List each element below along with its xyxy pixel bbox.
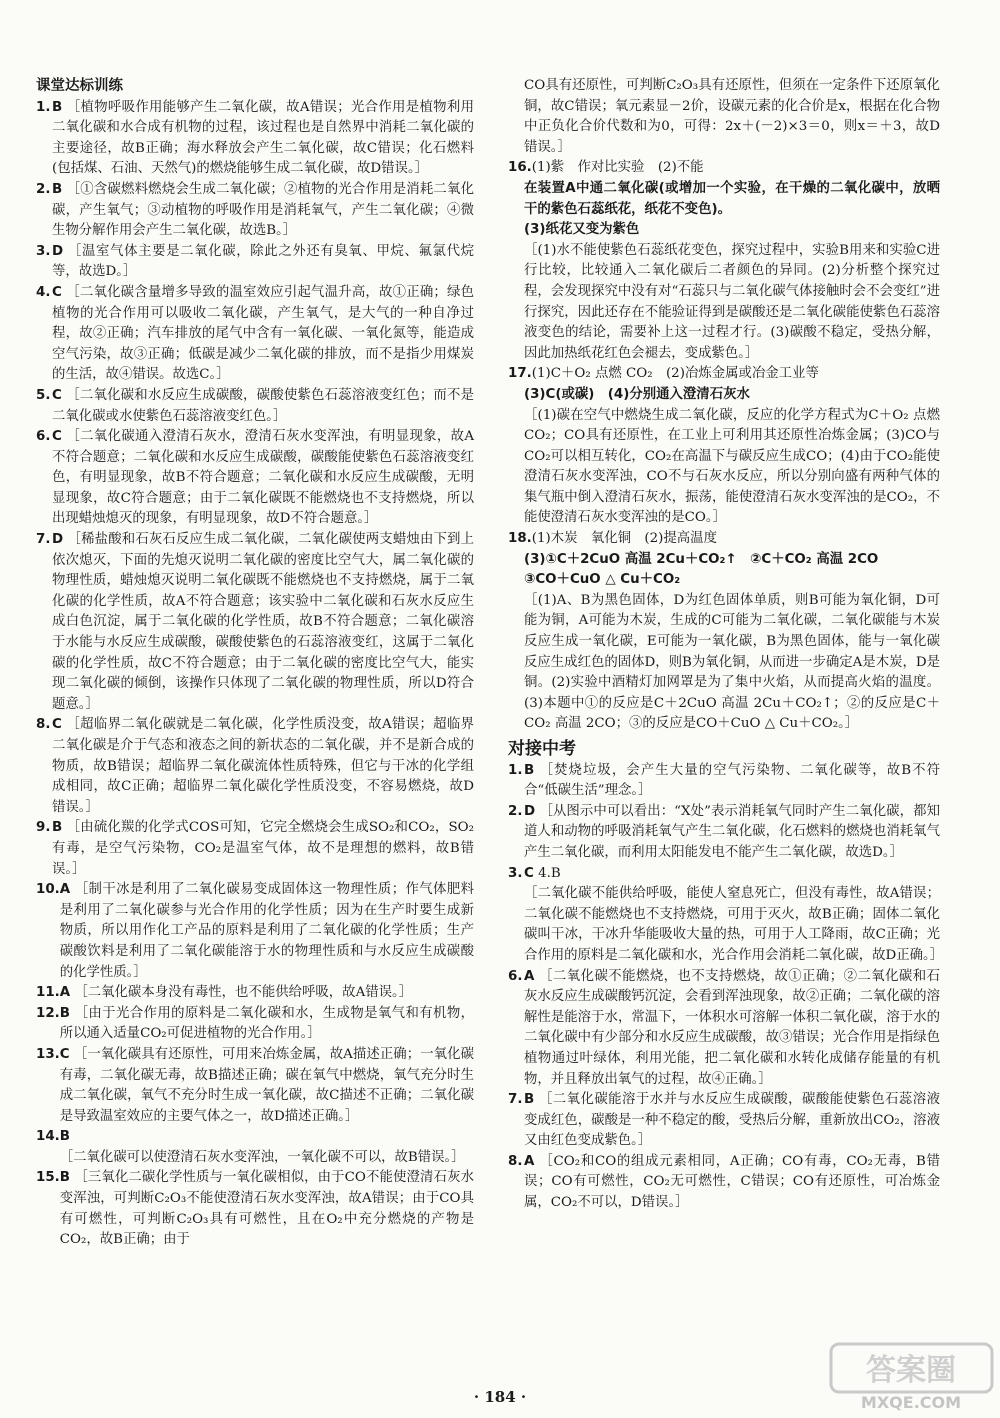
answer-body bbox=[52, 98, 474, 180]
question-number: 1. bbox=[508, 762, 523, 778]
explanation-text: ［从图示中可以看出：“X处”表示消耗氧气同时产生二氧化碳，都知道人和动物的呼吸消耗氧气产生二氧化碳，化石燃料的燃烧也消耗氧气产生二氧化碳，而利用太阳能发电不能产生二氧化碳，故选D。］ bbox=[524, 803, 940, 860]
answer-body bbox=[52, 818, 474, 880]
watermark-url: MXQE.COM bbox=[860, 1393, 962, 1412]
watermark-logo bbox=[829, 1340, 994, 1412]
question-number: 10. bbox=[36, 882, 60, 898]
answer-line: (3)纸花又变为紫色 bbox=[524, 222, 640, 238]
answer-item bbox=[36, 983, 474, 1004]
answer-item bbox=[36, 1127, 474, 1168]
question-number: 17. bbox=[508, 366, 532, 382]
answer-item bbox=[508, 158, 940, 179]
answer-choice: C bbox=[59, 1046, 70, 1062]
question-number: 15. bbox=[36, 1170, 60, 1186]
answer-body bbox=[52, 180, 474, 242]
answer-body bbox=[532, 364, 940, 385]
watermark-text: 答案圈 bbox=[866, 1353, 956, 1388]
question-number: 2. bbox=[36, 181, 51, 197]
answer-choice: A bbox=[59, 985, 71, 1001]
explanation-continuation: CO具有还原性，可判断C₂O₃具有还原性，但须在一定条件下还原氧化铜，故C错误；氧元素显－2价，设碳元素的化合价是x，根据在化合物中正负化合价代数和为0，可得：2x＋(－2)×3＝0，则x＝＋3，故D错误。］ bbox=[524, 78, 940, 155]
question-number: 6. bbox=[508, 968, 523, 984]
answer-body bbox=[60, 1127, 474, 1168]
answer-item bbox=[508, 967, 940, 1091]
answer-item bbox=[36, 880, 474, 983]
question-number: 8. bbox=[508, 1153, 523, 1169]
answer-body bbox=[60, 1004, 474, 1045]
answer-item bbox=[36, 1004, 474, 1045]
explanation-text: ［植物呼吸作用能够产生二氧化碳，故A错误；光合作用是植物利用二氧化碳和水合成有机物的过程，该过程也是自然界中消耗二氧化碳的主要途径，故B正确；海水释放会产生二氧化碳，故C错误；化石燃料(包括煤、石油、天然气)的燃烧能够生成二氧化碳，故D错误。］ bbox=[52, 99, 474, 177]
answer-choice: A bbox=[59, 882, 71, 898]
answer-item bbox=[508, 364, 940, 385]
answer-choice: A bbox=[524, 1153, 535, 1169]
question-number: 11. bbox=[36, 985, 60, 1001]
answer-choice: C bbox=[52, 429, 62, 445]
explanation-text: ［①含碳燃料燃烧会生成二氧化碳；②植物的光合作用是消耗二氧化碳，产生氧气；③动植物的呼吸作用是消耗氧气，产生二氧化碳；④微生物分解作用会产生二氧化碳，故选B。］ bbox=[52, 181, 474, 239]
answer-body bbox=[52, 427, 474, 530]
answer-item bbox=[508, 761, 940, 802]
explanation-continuation: ［二氧化碳不能供给呼吸，能使人窒息死亡，但没有毒性，故A错误；二氧化碳不能燃烧也不支持燃烧，可用于灭火，故B正确；固体二氧化碳叫干冰，干冰升华能吸收大量的热，可用于人工降雨，故C正确；光合作用的原料是二氧化碳和水，光合作用会消耗二氧化碳，故D正确。］ bbox=[524, 886, 944, 963]
explanation-text: ［超临界二氧化碳就是二氧化碳，化学性质没变，故A错误；超临界二氧化碳是介于气态和液态之间的新状态的二氧化碳，并不是新合成的物质，故B错误；超临界二氧化碳流体性质特殊，但它与干冰的化学组成相同，故C正确；超临界二氧化碳化学性质没变，不容易燃烧，故D错误。］ bbox=[52, 717, 474, 815]
question-number: 7. bbox=[508, 1092, 523, 1108]
question-number: 5. bbox=[36, 387, 51, 403]
answer-choice: C bbox=[524, 865, 534, 881]
answer-item bbox=[36, 818, 474, 880]
question-number: 12. bbox=[36, 1005, 60, 1021]
answer-body bbox=[52, 242, 474, 283]
answer-item bbox=[508, 529, 940, 550]
question-number: 16. bbox=[508, 160, 532, 176]
explanation-text: ［由于光合作用的原料是二氧化碳和水，生成物是氧气和有机物，所以通入适量CO₂可促进植物的光合作用。］ bbox=[59, 1005, 474, 1042]
answer-item bbox=[36, 98, 474, 180]
answer-item bbox=[508, 802, 940, 864]
explanation-continuation: ［(1)水不能使紫色石蕊纸花变色，探究过程中，实验B用来和实验C进行比较，比较通入二氧化碳后二者颜色的异同。(2)分析整个探究过程，会发现探究中没有对“石蕊只与二氧化碳气体接触时会不会变红”进行探究，因此还存在不能验证得到是碳酸还是二氧化碳能使紫色石蕊溶液变色的结论，需要补上这一过程才行。(3)碳酸不稳定，受热分解，因此加热纸花红色会褪去，变成紫色。］ bbox=[524, 242, 940, 361]
explanation-text: ［二氧化碳和水反应生成碳酸，碳酸使紫色石蕊溶液变红色；而不是二氧化碳或水使紫色石蕊溶液变红色。］ bbox=[52, 387, 474, 424]
answer-item bbox=[508, 1152, 940, 1214]
question-number: 3. bbox=[36, 243, 51, 259]
explanation-text: ［二氧化碳本身没有毒性，也不能供给呼吸，故A错误。］ bbox=[74, 985, 413, 1001]
answer-choice: B bbox=[52, 99, 63, 115]
answer-item bbox=[36, 180, 474, 242]
explanation-text: ［二氧化碳通入澄清石灰水，澄清石灰水变浑浊，有明显现象，故A不符合题意；二氧化碳和水反应生成碳酸，碳酸能使紫色石蕊溶液变红色，有明显现象，故B不符合题意；二氧化碳和水反应生成碳酸，无明显现象，故C符合题意；由于二氧化碳既不能燃烧也不支持燃烧，所以出现蜡烛熄灭的现象，有明显现象，故D不符合题意。］ bbox=[52, 429, 474, 527]
answer-choice: C bbox=[52, 387, 62, 403]
page-number: · 184 · bbox=[473, 1388, 527, 1406]
section-heading-exam: 对接中考 bbox=[508, 739, 576, 759]
question-number: 6. bbox=[36, 429, 51, 445]
explanation-text: (1)紫 作对比实验 (2)不能 bbox=[531, 160, 704, 176]
watermark-icon bbox=[829, 1340, 994, 1412]
answer-body bbox=[532, 529, 940, 550]
answer-choice: B bbox=[52, 820, 63, 836]
answer-body bbox=[52, 283, 474, 386]
answer-choice: B bbox=[524, 762, 535, 778]
answer-choice: B bbox=[59, 1005, 70, 1021]
answer-body bbox=[52, 386, 474, 427]
answer-body bbox=[532, 158, 940, 179]
answer-choice: C bbox=[52, 717, 62, 733]
answer-item bbox=[36, 242, 474, 283]
answer-choice: B bbox=[524, 1092, 535, 1108]
answer-item bbox=[36, 1045, 474, 1127]
explanation-text: ［焚烧垃圾，会产生大量的空气污染物、二氧化碳等，故B不符合“低碳生活”理念。］ bbox=[524, 762, 940, 799]
explanation-text: ［一氧化碳具有还原性，可用来冶炼金属，故A描述正确；一氧化碳有毒，二氧化碳无毒，故B描述正确；碳在氧气中燃烧，氧气充分时生成二氧化碳，氧气不充分时生成一氧化碳，故C描述不正确；二氧化碳是导致温室效应的主要气体之一，故D描述正确。］ bbox=[59, 1046, 475, 1124]
question-number: 8. bbox=[36, 717, 51, 733]
question-number: 9. bbox=[36, 820, 51, 836]
question-number: 7. bbox=[36, 532, 51, 548]
explanation-text: ［CO₂和CO的组成元素相同，A正确；CO有毒，CO₂无毒，B错误；CO有可燃性，CO₂无可燃性，C错误；CO有还原性，可冶炼金属，CO₂不可以，D错误。］ bbox=[524, 1153, 940, 1211]
answer-choice: D bbox=[524, 803, 536, 819]
answer-body bbox=[524, 802, 940, 864]
explanation-text: ［稀盐酸和石灰石反应生成二氧化碳，二氧化碳使两支蜡烛由下到上依次熄灭，下面的先熄灭说明二氧化碳的密度比空气大，属二氧化碳的物理性质，蜡烛熄灭说明二氧化碳既不能燃烧也不支持燃烧，属于二氧化碳的化学性质，故A不符合题意；该实验中二氧化碳和石灰水反应生成白色沉淀，属于二氧化碳的化学性质，故B不符合题意；二氧化碳溶于水能与水反应生成碳酸，碳酸使紫色的石蕊溶液变红，这属于二氧化碳的化学性质，故C不符合题意；由于二氧化碳的密度比空气大，能实现二氧化碳的倾倒，该操作只体现了二氧化碳的物理性质，所以D符合题意。］ bbox=[52, 532, 474, 712]
answer-line: 在装置A中通二氧化碳(或增加一个实验，在干燥的二氧化碳中，放晒干的紫色石蕊纸花，纸花不变色)。 bbox=[524, 180, 940, 217]
answer-item bbox=[36, 386, 474, 427]
question-number: 13. bbox=[36, 1046, 60, 1062]
answer-item bbox=[36, 530, 474, 715]
answer-line: ③CO＋CuO △ Cu＋CO₂ bbox=[524, 572, 681, 588]
answer-body bbox=[60, 1045, 474, 1127]
answer-choice: A bbox=[524, 968, 535, 984]
explanation-text: ［二氧化碳不能燃烧，也不支持燃烧，故①正确；②二氧化碳和石灰水反应生成碳酸钙沉淀，会看到浑浊现象，故②正确；二氧化碳的溶解性是能溶于水，常温下，一体积水可溶解一体积二氧化碳，溶于水的二氧化碳中有少部分和水反应生成碳酸，故③错误；光合作用是指绿色植物通过叶绿体，利用光能，把二氧化碳和水转化成储存能量的有机物，并且释放出氧气的过程，故④正确。］ bbox=[524, 968, 941, 1087]
left-column bbox=[36, 76, 474, 1251]
explanation-text: ［温室气体主要是二氧化碳，除此之外还有臭氧、甲烷、氟氯代烷等，故选D。］ bbox=[52, 243, 474, 280]
question-number: 4. bbox=[36, 284, 51, 300]
answer-choice: D bbox=[52, 532, 64, 548]
answer-body bbox=[52, 530, 474, 715]
explanation-text: ［二氧化碳可以使澄清石灰水变浑浊，一氧化碳不可以，故B错误。］ bbox=[59, 1149, 465, 1165]
answer-body bbox=[60, 880, 474, 983]
answer-line: (3)C(或碳) (4)分别通入澄清石灰水 bbox=[524, 386, 750, 402]
explanation-text: ［三氧化二碳化学性质与一氧化碳相似，由于CO不能使澄清石灰水变浑浊，可判断C₂O₃不能使澄清石灰水变浑浊，故A错误；由于CO具有可燃性，可判断C₂O₃具有可燃性，且在O₂中充分燃烧的产物是CO₂，故B正确；由于 bbox=[59, 1170, 474, 1248]
answer-item bbox=[36, 427, 474, 530]
explanation-text: ［由硫化羰的化学式COS可知，它完全燃烧会生成SO₂和CO₂，SO₂有毒，是空气污染物，CO₂是温室气体，故不是理想的燃料，故B错误。］ bbox=[52, 820, 474, 877]
answer-body bbox=[524, 864, 940, 885]
answer-item bbox=[36, 1168, 474, 1250]
answer-choice: C bbox=[52, 284, 62, 300]
question-number: 1. bbox=[36, 99, 51, 115]
answer-body bbox=[524, 761, 940, 802]
answer-choice: B bbox=[52, 181, 63, 197]
answer-body bbox=[524, 967, 940, 1091]
explanation-text: ［二氧化碳能溶于水并与水反应生成碳酸，碳酸能使紫色石蕊溶液变成红色，碳酸是一种不稳定的酸，受热后分解，重新放出CO₂，溶液又由红色变成紫色。］ bbox=[524, 1092, 940, 1149]
answer-body bbox=[60, 983, 474, 1004]
answer-choice: D bbox=[52, 243, 64, 259]
question-number: 3. bbox=[508, 865, 523, 881]
answer-body bbox=[524, 1152, 940, 1214]
explanation-text: (1)木炭 氧化铜 (2)提高温度 bbox=[531, 531, 717, 547]
explanation-continuation: ［(1)A、B为黑色固体，D为红色固体单质，则B可能为氧化铜，D可能为铜，A可能为木炭，生成的C可能为二氧化碳，二氧化碳能与木炭反应生成一氧化碳，E可能为一氧化碳，B为黑色固体，能与一氧化碳反应生成红色的固体D，则B为氧化铜，从而进一步确定A是木炭，D是铜。(2)实验中酒精灯加网罩是为了集中火焰，从而提高火焰的温度。(3)本题中①的反应是C＋2CuO 高温 2Cu＋CO₂↑；②的反应是C＋CO₂ 高温 2CO；③的反应是CO＋CuO △ Cu＋CO₂。］ bbox=[524, 592, 940, 732]
answer-item bbox=[36, 715, 474, 818]
answer-item bbox=[36, 283, 474, 386]
explanation-continuation: ［(1)碳在空气中燃烧生成二氧化碳，反应的化学方程式为C＋O₂ 点燃 CO₂；CO具有还原性，在工业上可利用其还原性冶炼金属；(3)CO与CO₂可以相互转化，CO₂在高温下与碳反应生成CO；(4)由于CO₂能使澄清石灰水变浑浊，CO不与石灰水反应，所以分别向盛有两种气体的集气瓶中倒入澄清石灰水，振荡，能使澄清石灰水变浑浊的是CO₂，不能使澄清石灰水变浑浊的是CO。］ bbox=[524, 407, 940, 526]
answer-line: (3)①C＋2CuO 高温 2Cu＋CO₂↑ ②C＋CO₂ 高温 2CO bbox=[524, 551, 879, 567]
explanation-text: (1)C＋O₂ 点燃 CO₂ (2)冶炼金属或冶金工业等 bbox=[531, 366, 819, 382]
answer-body bbox=[60, 1168, 474, 1250]
answer-body bbox=[524, 1090, 940, 1152]
answer-choice: B bbox=[59, 1170, 70, 1186]
question-number: 18. bbox=[508, 531, 532, 547]
question-number: 14. bbox=[36, 1129, 60, 1145]
explanation-text: ［二氧化碳含量增多导致的温室效应引起气温升高，故①正确；绿色植物的光合作用可以吸收二氧化碳，产生氧气，是大气的一种自净过程，故②正确；汽车排放的尾气中含有一氧化碳、一氧化氮等，能造成空气污染，故③正确；低碳是减少二氧化碳的排放，而不是指少用煤炭的生活，故④错误。故选C。］ bbox=[52, 284, 474, 383]
answer-choice: B bbox=[59, 1129, 70, 1145]
explanation-text: 4.B bbox=[538, 865, 561, 881]
explanation-text: ［制干冰是利用了二氧化碳易变成固体这一物理性质；作气体肥料是利用了二氧化碳参与光合作用的化学性质；因为在生产时要生成新物质，所以用作化工产品的原料是利用了二氧化碳的化学性质；生产碳酸饮料是利用了二氧化碳能溶于水的物理性质和与水反应生成碳酸的化学性质。］ bbox=[59, 882, 474, 980]
answer-item bbox=[508, 864, 940, 885]
question-number: 2. bbox=[508, 803, 523, 819]
answer-item bbox=[508, 1090, 940, 1152]
right-column bbox=[508, 76, 944, 1214]
answer-body bbox=[52, 715, 474, 818]
section-heading-classroom: 课堂达标训练 bbox=[36, 78, 123, 94]
